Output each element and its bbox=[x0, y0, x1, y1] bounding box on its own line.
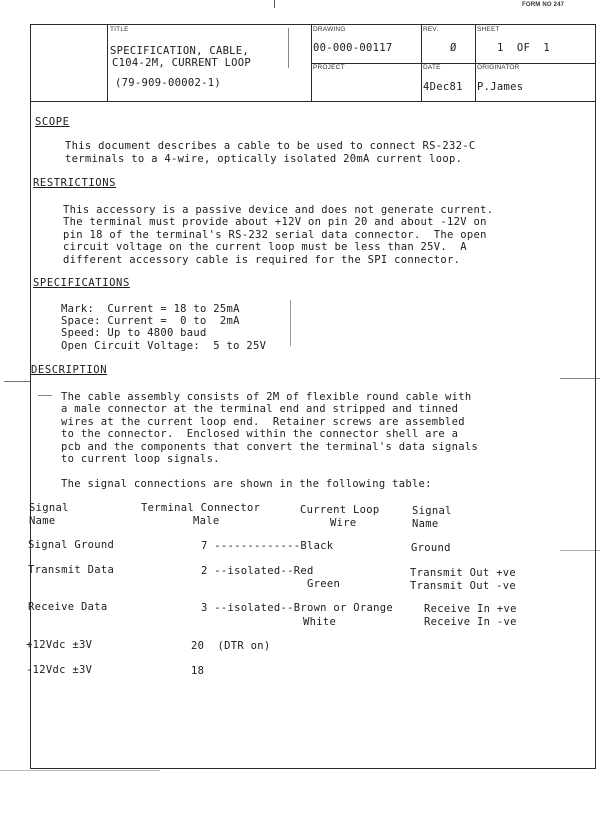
table-header-loop-signal-name: Name bbox=[412, 518, 439, 530]
title-label: TITLE bbox=[110, 26, 129, 33]
doc-part-number: (79-909-00002-1) bbox=[115, 77, 221, 89]
spec-line: Mark: Current = 18 to 25mA bbox=[61, 303, 240, 315]
scan-artifact-line bbox=[274, 0, 275, 8]
form-number: FORM NO 247 bbox=[522, 2, 565, 8]
table-header-loop-signal-name: Signal bbox=[412, 505, 452, 517]
table-row-connector: 2 --isolated--Red bbox=[201, 565, 314, 577]
section-heading-scope: SCOPE bbox=[35, 116, 70, 128]
date-label: DATE bbox=[423, 64, 441, 71]
table-header-current-loop-wire: Wire bbox=[330, 517, 357, 529]
scope-text-line: This document describes a cable to be used to connect RS-232-C bbox=[65, 140, 476, 152]
drawing-label: DRAWING bbox=[313, 26, 346, 33]
table-row-loop-signal-2: Transmit Out -ve bbox=[410, 580, 516, 592]
table-row-signal: Signal Ground bbox=[28, 539, 115, 551]
table-header-current-loop-wire: Current Loop bbox=[300, 504, 380, 516]
scan-artifact-line bbox=[560, 378, 600, 379]
rev-label: REV. bbox=[423, 26, 439, 33]
restrictions-text-line: pin 18 of the terminal's RS-232 serial data connector. The open bbox=[63, 229, 487, 241]
originator-value: P.James bbox=[477, 81, 524, 93]
table-row-signal: Receive Data bbox=[28, 601, 108, 613]
doc-title-line-2: C104-2M, CURRENT LOOP bbox=[112, 57, 252, 69]
scan-artifact-line bbox=[288, 28, 289, 68]
scope-text-line: terminals to a 4-wire, optically isolated 20mA current loop. bbox=[65, 153, 463, 165]
description-text-line: wires at the current loop end. Retainer screws are assembled bbox=[61, 416, 465, 428]
description-text-line: The cable assembly consists of 2M of flexible round cable with bbox=[61, 391, 472, 403]
rev-value: Ø bbox=[450, 42, 457, 54]
description-text-line: to current loop signals. bbox=[61, 453, 220, 465]
table-row-connector: 7 -------------Black bbox=[201, 540, 334, 552]
scan-artifact-line bbox=[4, 381, 30, 382]
spec-line: Space: Current = 0 to 2mA bbox=[61, 315, 240, 327]
table-row-loop-signal: Ground bbox=[411, 542, 451, 554]
table-row-signal: Transmit Data bbox=[28, 564, 115, 576]
originator-label: ORIGINATOR bbox=[477, 64, 520, 71]
table-intro-text: The signal connections are shown in the following table: bbox=[61, 478, 432, 490]
scan-artifact-line bbox=[0, 770, 160, 771]
sheet-label: SHEET bbox=[477, 26, 500, 33]
section-heading-specifications: SPECIFICATIONS bbox=[33, 277, 130, 289]
table-header-terminal-connector: Male bbox=[193, 515, 220, 527]
table-row-loop-signal: Transmit Out +ve bbox=[410, 567, 516, 579]
table-row-connector: 18 bbox=[191, 665, 205, 677]
restrictions-text-line: circuit voltage on the current loop must be less than 25V. A bbox=[63, 241, 467, 253]
drawing-number: 00-000-00117 bbox=[313, 42, 393, 54]
description-text-line: to the connector. Enclosed within the connector shell are a bbox=[61, 428, 459, 440]
table-row-wire-2: Green bbox=[307, 578, 341, 590]
scan-artifact-line bbox=[290, 300, 291, 346]
restrictions-text-line: different accessory cable is required for the SPI connector. bbox=[63, 254, 461, 266]
table-row-wire-2: White bbox=[303, 616, 337, 628]
table-row-connector: 3 --isolated--Brown or Orange bbox=[201, 602, 394, 614]
spec-line: Speed: Up to 4800 baud bbox=[61, 327, 207, 339]
table-row-signal: +12Vdc ±3V bbox=[26, 639, 93, 651]
doc-title-line-1: SPECIFICATION, CABLE, bbox=[110, 45, 250, 57]
table-row-loop-signal-2: Receive In -ve bbox=[424, 616, 517, 628]
table-header-signal-name: Signal bbox=[29, 502, 69, 514]
description-text-line: pcb and the components that convert the terminal's data signals bbox=[61, 441, 479, 453]
restrictions-text-line: This accessory is a passive device and does not generate current. bbox=[63, 204, 494, 216]
scan-artifact-line bbox=[38, 395, 52, 396]
section-heading-restrictions: RESTRICTIONS bbox=[33, 177, 117, 189]
section-heading-description: DESCRIPTION bbox=[31, 364, 108, 376]
title-block-divider bbox=[311, 63, 595, 64]
table-header-terminal-connector: Terminal Connector bbox=[141, 502, 261, 514]
project-label: PROJECT bbox=[313, 64, 345, 71]
title-block-divider bbox=[107, 25, 108, 101]
table-header-signal-name: Name bbox=[29, 515, 56, 527]
scan-artifact-line bbox=[560, 550, 600, 551]
table-row-connector: 20 (DTR on) bbox=[191, 640, 271, 652]
description-text-line: a male connector at the terminal end and stripped and tinned bbox=[61, 403, 459, 415]
spec-line: Open Circuit Voltage: 5 to 25V bbox=[61, 340, 267, 352]
table-row-loop-signal: Receive In +ve bbox=[424, 603, 517, 615]
restrictions-text-line: The terminal must provide about +12V on pin 20 and about -12V on bbox=[63, 216, 487, 228]
table-row-signal: -12Vdc ±3V bbox=[26, 664, 93, 676]
date-value: 4Dec81 bbox=[423, 81, 463, 93]
sheet-value: 1 OF 1 bbox=[497, 42, 550, 54]
